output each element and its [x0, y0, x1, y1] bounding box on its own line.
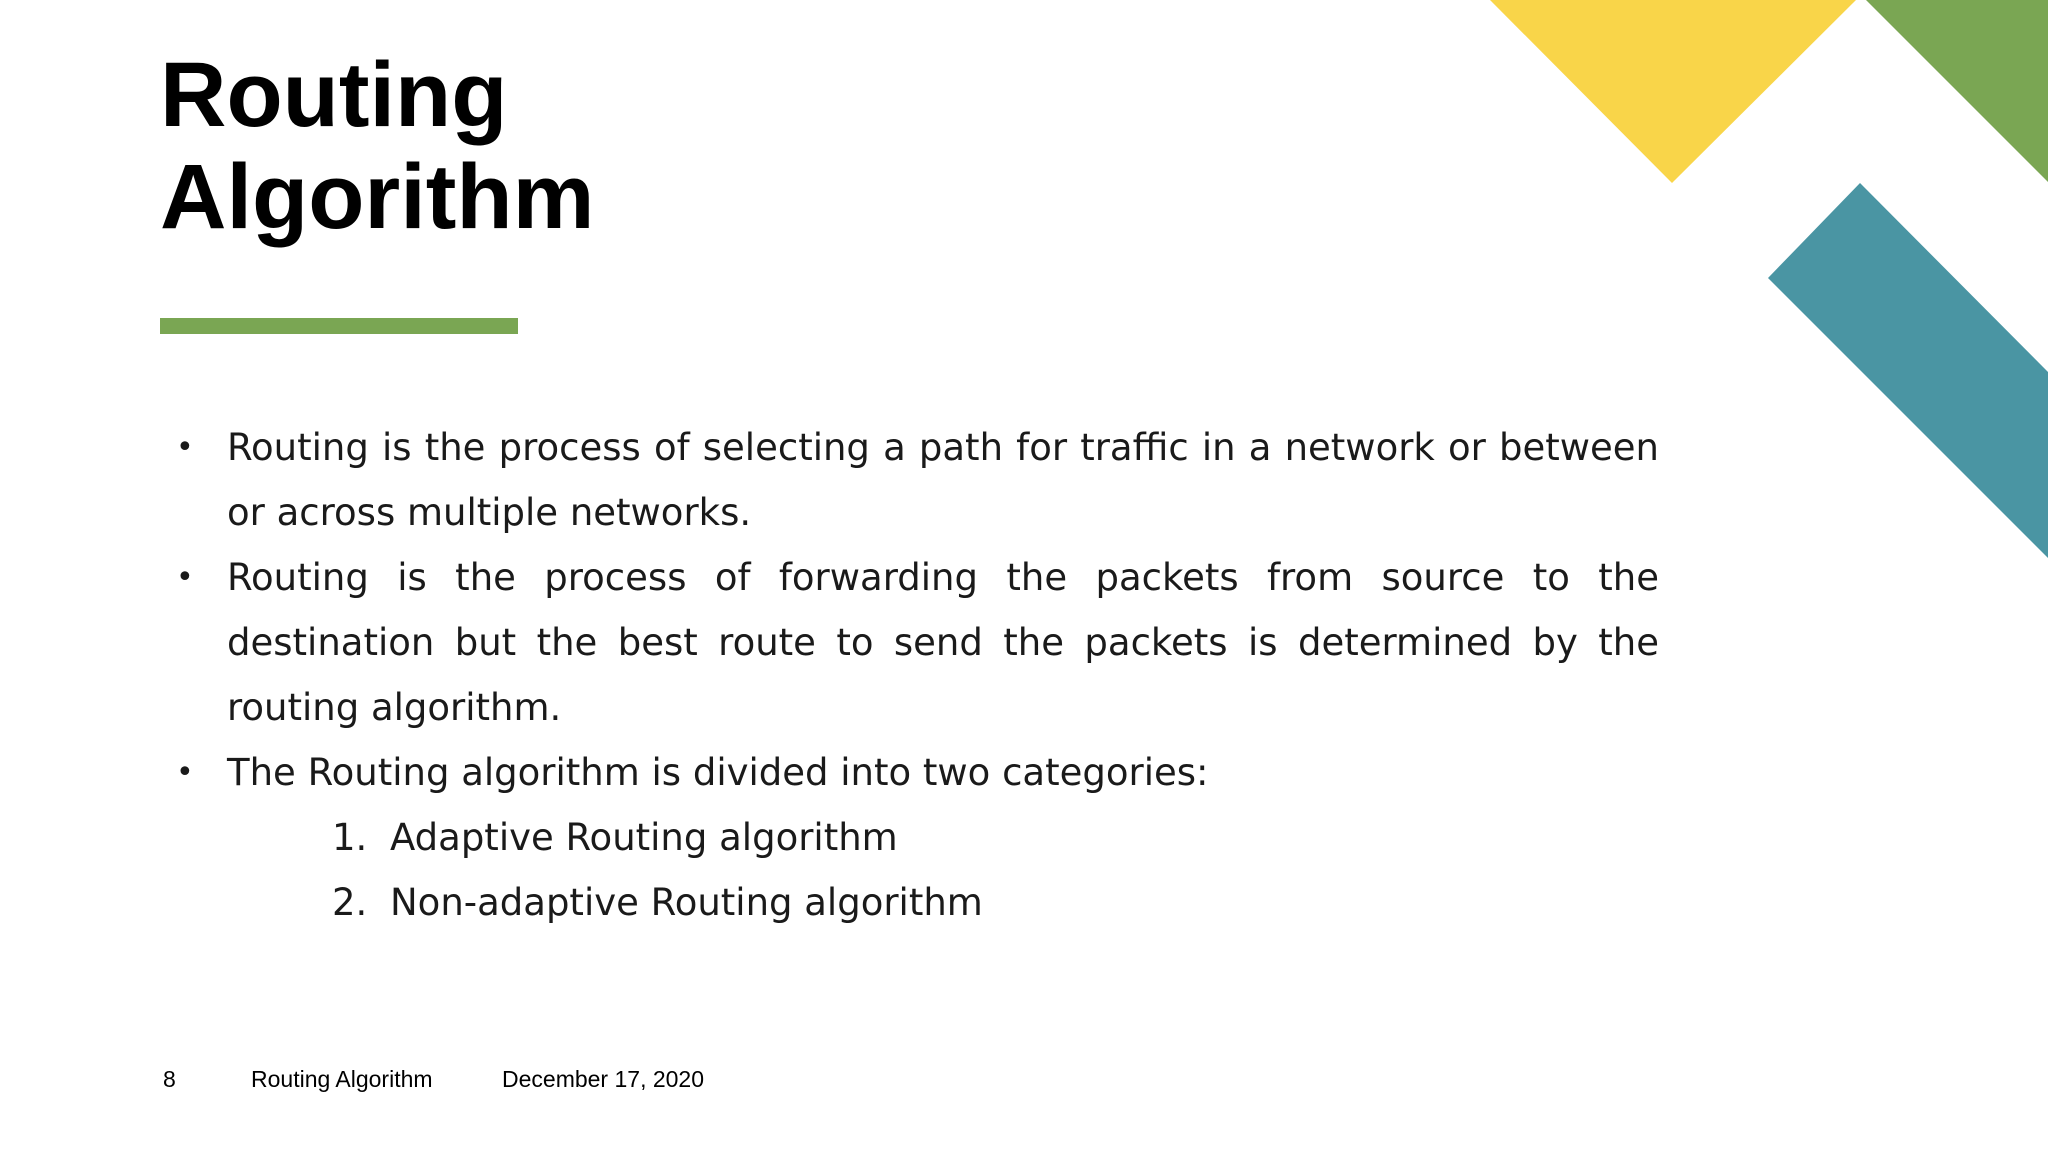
footer-title: Routing Algorithm [251, 1066, 433, 1092]
category-number: 1. [332, 816, 368, 859]
slide-title [160, 44, 1060, 248]
yellow-triangle-shape [1490, 0, 1856, 183]
category-label: Adaptive Routing algorithm [390, 816, 898, 859]
bullet-list [160, 415, 1660, 805]
green-triangle-shape [1866, 0, 2048, 182]
bullet-text: The Routing algorithm is divided into two categories: [227, 751, 1209, 794]
bullet-item-2 [160, 545, 1659, 740]
category-number: 2. [332, 881, 368, 924]
bullet-dot-icon: • [176, 560, 194, 595]
bullet-item-1 [160, 415, 1659, 545]
footer-page-number: 8 [163, 1066, 176, 1092]
category-item-1 [160, 805, 1660, 870]
bullet-dot-icon: • [176, 755, 194, 790]
bullet-dot-icon: • [176, 430, 194, 465]
bullet-text: Routing is the process of forwarding the packets from source to the destination but the best route to send the packets is determined by the routing algorithm. [227, 556, 1659, 729]
title-line-2: Algorithm [160, 146, 595, 248]
slide-body [160, 415, 1660, 935]
category-label: Non-adaptive Routing algorithm [390, 881, 983, 924]
title-line-1: Routing [160, 44, 508, 146]
title-underline-bar [160, 318, 518, 334]
teal-band-shape [1768, 183, 2048, 558]
category-item-2 [160, 870, 1660, 935]
bullet-text: Routing is the process of selecting a path for traffic in a network or between or across multiple networks. [227, 426, 1659, 534]
footer-date: December 17, 2020 [502, 1066, 705, 1092]
category-list [160, 805, 1660, 935]
bullet-item-3 [160, 740, 1659, 805]
